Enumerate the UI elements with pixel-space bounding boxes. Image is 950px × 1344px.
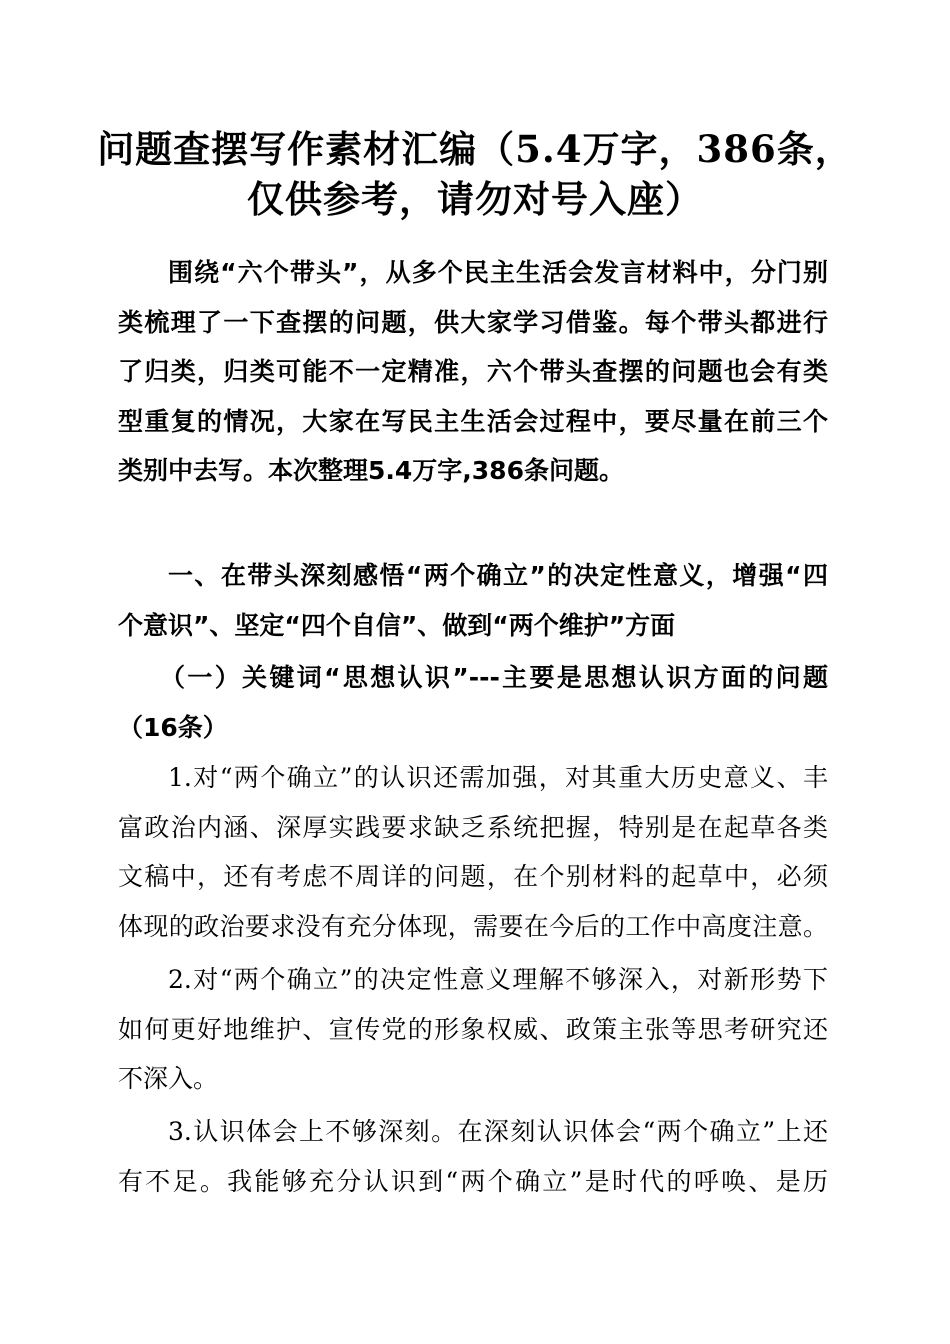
list-item-1 xyxy=(118,753,828,951)
intro-line: 型重复的情况，大家在写民主生活会过程中，要尽量在前三个 xyxy=(118,406,828,436)
subsection-heading-line: （16条） xyxy=(118,712,228,742)
document-title-line-1: 问题查摆写作素材汇编（5.4万字，386条， xyxy=(97,127,853,171)
list-item-2 xyxy=(118,955,828,1104)
section-heading-line: 一、在带头深刻感悟“两个确立”的决定性意义，增强“四 xyxy=(168,561,828,590)
intro-line: 类梳理了一下查摆的问题，供大家学习借鉴。每个带头都进行 xyxy=(118,307,828,337)
intro-line: 围绕“六个带头”，从多个民主生活会发言材料中，分门别 xyxy=(168,258,828,287)
intro-line: 类别中去写。本次整理5.4万字,386条问题。 xyxy=(118,456,624,485)
document-title-line-2: 仅供参考，请勿对号入座） xyxy=(247,177,703,221)
list-item-line: 3.认识体会上不够深刻。在深刻认识体会“两个确立”上还 xyxy=(168,1117,828,1146)
list-item-3 xyxy=(118,1107,828,1206)
list-item-line: 体现的政治要求没有充分体现，需要在今后的工作中高度注意。 xyxy=(118,911,828,941)
list-item-line: 文稿中，还有考虑不周详的问题，在个别材料的起草中，必须 xyxy=(118,862,828,891)
list-item-line: 富政治内涵、深厚实践要求缺乏系统把握，特别是在起草各类 xyxy=(118,812,828,842)
subsection-heading-line: （一）关键词“思想认识”---主要是思想认识方面的问题 xyxy=(160,663,828,692)
list-item-line: 2.对“两个确立”的决定性意义理解不够深入，对新形势下 xyxy=(168,965,828,994)
intro-line: 了归类，归类可能不一定精准，六个带头查摆的问题也会有类 xyxy=(118,357,828,386)
list-item-line: 如何更好地维护、宣传党的形象权威、政策主张等思考研究还 xyxy=(118,1014,828,1044)
subsection-heading-1 xyxy=(118,653,828,752)
section-heading-1 xyxy=(118,551,828,650)
list-item-line: 有不足。我能够充分认识到“两个确立”是时代的呼唤、是历 xyxy=(118,1166,828,1196)
list-item-line: 1.对“两个确立”的认识还需加强，对其重大历史意义、丰 xyxy=(168,763,828,792)
section-heading-line: 个意识”、坚定“四个自信”、做到“两个维护”方面 xyxy=(118,610,676,640)
list-item-line: 不深入。 xyxy=(118,1064,219,1093)
intro-paragraph xyxy=(118,248,828,496)
